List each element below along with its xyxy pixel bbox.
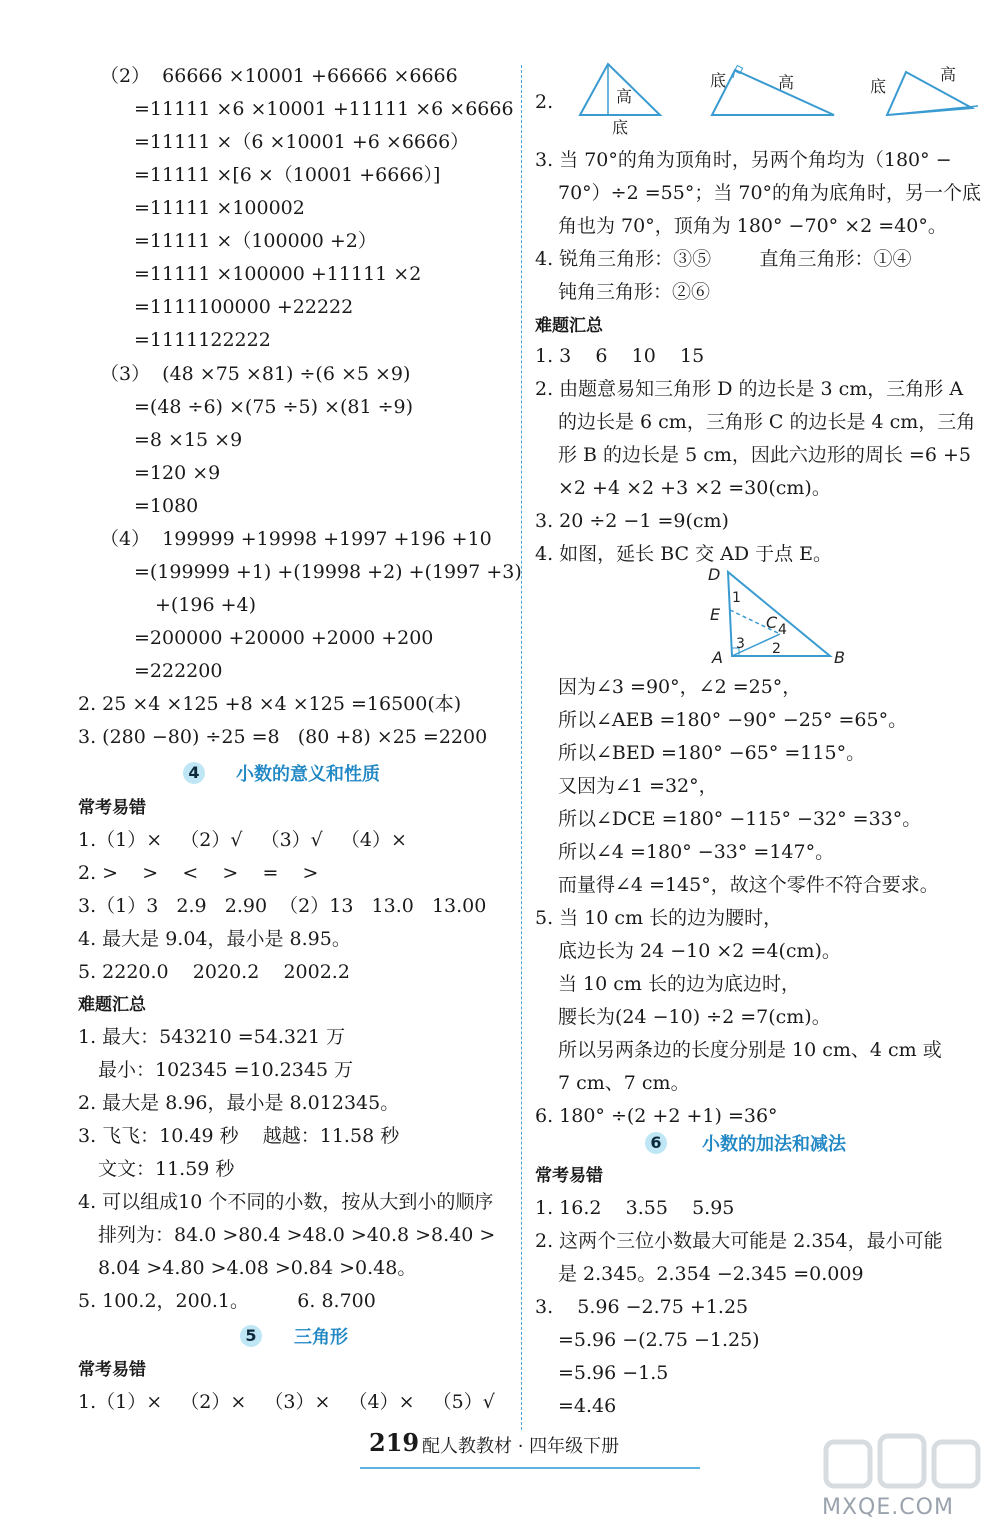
angle-label-3: 3 [736, 636, 745, 652]
base-label: 底 [710, 71, 727, 90]
text-line: 2. > > < > = > [78, 862, 319, 884]
column-divider [521, 65, 522, 1430]
section-number: 5 [240, 1325, 262, 1347]
text-line: =120 ×9 [134, 462, 221, 484]
text-line: 底边长为 24 −10 ×2 =4(cm)。 [558, 940, 841, 962]
text-line: =11111 ×100000 +11111 ×2 [134, 263, 422, 285]
text-line: 1.（1）× （2）√ （3）√ （4）× [78, 829, 407, 851]
text-line: 2. 这两个三位小数最大可能是 2.354，最小可能 [535, 1230, 943, 1252]
base-label: 底 [870, 77, 887, 96]
text-line: 7 cm、7 cm。 [558, 1072, 690, 1094]
text-line: =11111 ×（6 ×10001 +6 ×6666） [134, 131, 470, 153]
text-line: 8.04 >4.80 >4.08 >0.84 >0.48。 [98, 1257, 417, 1279]
text-line: 是 2.345。2.354 −2.345 =0.009 [558, 1263, 864, 1285]
text-line: 6. 180° ÷(2 +2 +1) =36° [535, 1105, 778, 1127]
text-line: +(196 +4) [155, 594, 257, 616]
text-line: =11111 ×[6 ×（10001 +6666）] [134, 164, 441, 186]
text-line: 1. 最大：543210 =54.321 万 [78, 1026, 346, 1048]
text-line: 所以∠BED =180° −65° =115°。 [558, 742, 866, 764]
text-line: 文文：11.59 秒 [98, 1158, 235, 1180]
section-title: 小数的意义和性质 [236, 764, 380, 785]
text-line: =1111100000 +22222 [134, 296, 354, 318]
text-line: 2. 25 ×4 ×125 +8 ×4 ×125 =16500(本) [78, 693, 462, 715]
section-number: 4 [183, 762, 205, 784]
height-label: 高 [778, 73, 795, 92]
point-label-d: D [708, 565, 721, 584]
text-line: 角也为 70°，顶角为 180° −70° ×2 =40°。 [558, 215, 947, 237]
text-line: 又因为∠1 =32°， [558, 775, 718, 797]
height-label: 高 [940, 65, 957, 84]
footer-rule [360, 1467, 700, 1469]
text-line: （2） 66666 ×10001 +66666 ×6666 [100, 65, 458, 87]
text-line: 5. 100.2，200.1。 6. 8.700 [78, 1290, 376, 1312]
point-label-c: C [766, 613, 778, 632]
text-line: 所以∠AEB =180° −90° −25° =65°。 [558, 709, 908, 731]
text-line: 5. 当 10 cm 长的边为腰时， [535, 907, 783, 929]
text-line: 3. 20 ÷2 −1 =9(cm) [535, 510, 729, 532]
footer-caption: 配人教教材 · 四年级下册 [422, 1436, 620, 1457]
point-label-a: A [712, 648, 723, 667]
text-line: 4. 如图，延长 BC 交 AD 于点 E。 [535, 543, 833, 565]
text-line: 70°）÷2 =55°；当 70°的角为底角时，另一个底 [558, 182, 982, 204]
page-number: 219 [369, 1428, 420, 1457]
text-line: 5. 2220.0 2020.2 2002.2 [78, 961, 350, 983]
text-line: 排列为：84.0 >80.4 >48.0 >40.8 >8.40 > [98, 1224, 496, 1246]
text-line: 的边长是 6 cm，三角形 C 的边长是 4 cm，三角 [558, 411, 976, 433]
text-line: =(48 ÷6) ×(75 ÷5) ×(81 ÷9) [134, 396, 413, 418]
triangles-figure [570, 58, 990, 148]
text-line: 所以∠4 =180° −33° =147°。 [558, 841, 835, 863]
text-line: 因为∠3 =90°，∠2 =25°， [558, 676, 802, 698]
text-line: =4.46 [558, 1395, 617, 1417]
text-line: 所以另两条边的长度分别是 10 cm、4 cm 或 [558, 1039, 942, 1061]
text-line: =5.96 −1.5 [558, 1362, 669, 1384]
text-line: 形 B 的边长是 5 cm，因此六边形的周长 =6 +5 [558, 444, 971, 466]
text-line: =11111 ×（100000 +2） [134, 230, 377, 252]
text-line: =5.96 −(2.75 −1.25) [558, 1329, 760, 1351]
text-line: 1. 3 6 10 15 [535, 345, 705, 367]
base-label: 底 [612, 118, 629, 137]
text-line: =(199999 +1) +(19998 +2) +(1997 +3) [134, 561, 522, 583]
point-label-e: E [710, 605, 721, 624]
angle-label-2: 2 [772, 641, 781, 657]
subheading: 难题汇总 [535, 316, 603, 336]
subheading: 常考易错 [535, 1166, 603, 1186]
text-line: 2. 最大是 8.96，最小是 8.012345。 [78, 1092, 400, 1114]
text-line: =1080 [134, 495, 199, 517]
section-title: 三角形 [294, 1327, 348, 1348]
text-line: （4） 199999 +19998 +1997 +196 +10 [100, 528, 492, 550]
text-line: 而量得∠4 =145°，故这个零件不符合要求。 [558, 874, 939, 896]
text-line: ×2 +4 ×2 +3 ×2 =30(cm)。 [558, 477, 831, 499]
subheading: 常考易错 [78, 1360, 146, 1380]
text-line: 当 10 cm 长的边为底边时， [558, 973, 800, 995]
angle-label-4: 4 [778, 622, 787, 638]
watermark-text: MXQE.COM [822, 1495, 954, 1520]
point-label-b: B [834, 648, 845, 667]
text-line: 3. (280 −80) ÷25 =8 (80 +8) ×25 =2200 [78, 726, 488, 748]
triangle-3 [870, 65, 978, 115]
text-line: =8 ×15 ×9 [134, 429, 243, 451]
text-line: =11111 ×6 ×10001 +11111 ×6 ×6666 [134, 98, 514, 120]
text-line: 3. 5.96 −2.75 +1.25 [535, 1296, 749, 1318]
triangle-1 [580, 64, 660, 137]
question-label: 2. [535, 91, 554, 113]
text-line: =222200 [134, 660, 223, 682]
text-line: 4. 锐角三角形：③⑤ 直角三角形：①④ [535, 248, 912, 270]
text-line: 2. 由题意易知三角形 D 的边长是 3 cm，三角形 A [535, 378, 964, 400]
text-line: 3. 当 70°的角为顶角时，另两个角均为（180° − [535, 149, 952, 171]
angle-label-1: 1 [732, 590, 741, 606]
height-label: 高 [616, 87, 633, 106]
text-line: 最小：102345 =10.2345 万 [98, 1059, 354, 1081]
subheading: 难题汇总 [78, 995, 146, 1015]
text-line: 3.（1）3 2.9 2.90 （2）13 13.0 13.00 [78, 895, 487, 917]
text-line: 1.（1）× （2）× （3）× （4）× （5）√ [78, 1391, 495, 1413]
subheading: 常考易错 [78, 798, 146, 818]
text-line: =200000 +20000 +2000 +200 [134, 627, 434, 649]
angle-figure [700, 562, 860, 672]
text-line: =1111122222 [134, 329, 271, 351]
text-line: 4. 最大是 9.04，最小是 8.95。 [78, 928, 351, 950]
text-line: 4. 可以组成10 个不同的小数，按从大到小的顺序 [78, 1191, 494, 1213]
section-title: 小数的加法和减法 [702, 1134, 846, 1155]
section-number: 6 [645, 1132, 667, 1154]
text-line: 所以∠DCE =180° −115° −32° =33°。 [558, 808, 922, 830]
text-line: 钝角三角形：②⑥ [558, 281, 711, 303]
triangle-2 [710, 66, 834, 115]
text-line: 3. 飞飞：10.49 秒 越越：11.58 秒 [78, 1125, 400, 1147]
text-line: 腰长为(24 −10) ÷2 =7(cm)。 [558, 1006, 831, 1028]
text-line: =11111 ×100002 [134, 197, 305, 219]
text-line: 1. 16.2 3.55 5.95 [535, 1197, 735, 1219]
text-line: （3） (48 ×75 ×81) ÷(6 ×5 ×9) [100, 363, 411, 385]
